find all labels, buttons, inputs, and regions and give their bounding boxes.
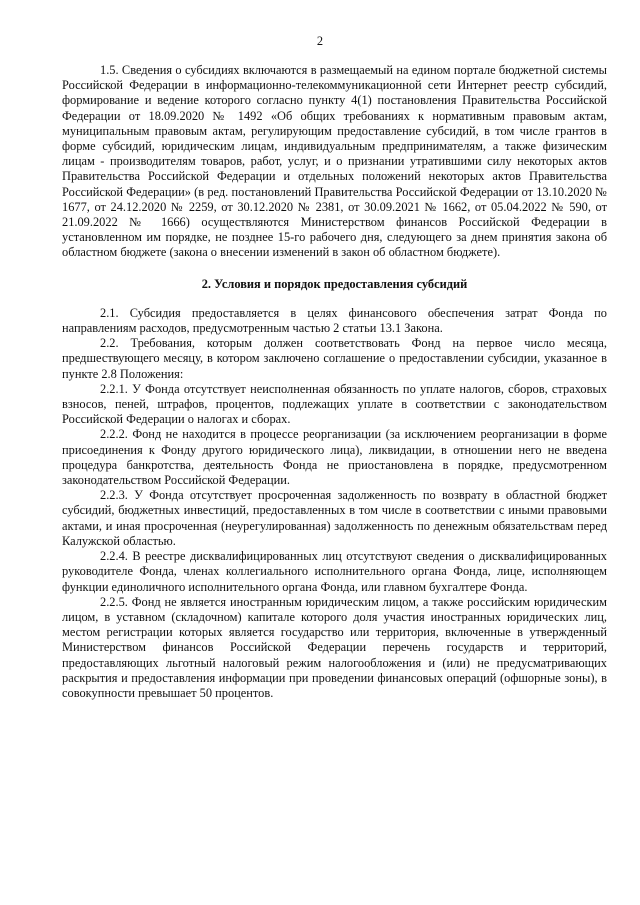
paragraph-2-2-5: 2.2.5. Фонд не является иностранным юридическим лицом, а также российским юридическим лицом, в уставном (складочном) капитале которого доля участия иностранных юридических лиц, местом регистрации которых является государство или территория, включенные в утвержденный Министерством финансов Российской Федерации перечень государств и территорий, предоставляющих льготный налоговый режим налогообложения и (или) не предусматривающих раскрытия и предоставления информации при проведении финансовых операций (офшорные зоны), в совокупности превышает 50 процентов.	[62, 594, 607, 700]
paragraph-2-1: 2.1. Субсидия предоставляется в целях финансового обеспечения затрат Фонда по направлениям расходов, предусмотренным частью 2 статьи 13.1 Закона.	[62, 305, 607, 336]
document-body	[62, 63, 607, 701]
paragraph-2-2: 2.2. Требования, которым должен соответствовать Фонд на первое число месяца, предшествующего месяцу, в котором заключено соглашение о предоставлении субсидии, указанное в пункте 2.8 Положения:	[62, 336, 607, 381]
page-number: 2	[316, 34, 324, 48]
paragraph-2-2-4: 2.2.4. В реестре дисквалифицированных лиц отсутствуют сведения о дисквалифицированных руководителе Фонда, членах коллегиального исполнительного органа Фонда, лице, исполняющем функции единоличного исполнительного органа Фонда, или главном бухгалтере Фонда.	[62, 549, 607, 594]
section-heading: 2. Условия и порядок предоставления субсидий	[201, 276, 468, 291]
paragraph-2-2-1: 2.2.1. У Фонда отсутствует неисполненная обязанность по уплате налогов, сборов, страховых взносов, пеней, штрафов, процентов, подлежащих уплате в соответствии с законодательством Российской Федерации о налогах и сборах.	[62, 381, 607, 427]
paragraph-2-2-3: 2.2.3. У Фонда отсутствует просроченная задолженность по возврату в областной бюджет субсидий, бюджетных инвестиций, предоставленных в том числе в соответствии с иными правовыми актами, и иная просроченная (неурегулированная) задолженность по денежным обязательствам перед Калужской областью.	[62, 488, 607, 548]
paragraph-2-2-2: 2.2.2. Фонд не находится в процессе реорганизации (за исключением реорганизации в форме присоединения к Фонду другого юридического лица), ликвидации, в отношении него не введена процедура банкротства, деятельность Фонда не приостановлена в порядке, предусмотренном законодательством Российской Федерации.	[62, 427, 607, 488]
paragraph-1-5: 1.5. Сведения о субсидиях включаются в размещаемый на едином портале бюджетной системы Российской Федерации в информационно-телекоммуникационной сети Интернет реестр субсидий, формирование и ведение которого согласно пункту 4(1) постановления Правительства Российской Федерации от 18.09.2020 № 1492 «Об общих требованиях к нормативным правовым актам, муниципальным правовым актам, регулирующим предоставление субсидий, в том числе грантов в форме субсидий, юридическим лицам, индивидуальным предпринимателям, а также физическим лицам - производителям товаров, работ, услуг, и о признании утратившими силу некоторых актов Правительства Российской Федерации и отдельных положений некоторых актов Правительства Российской Федерации» (в ред. постановлений Правительства Российской Федерации от 13.10.2020 № 1677, от 24.12.2020 № 2259, от 30.12.2020 № 2381, от 30.09.2021 № 1662, от 05.04.2022 № 590, от 21.09.2022 № 1666) осуществляются Министерством финансов Российской Федерации в установленном им порядке, не позднее 15-го рабочего дня, следующего за днем принятия закона об областном бюджете (закона о внесении изменений в закон об областном бюджете).	[62, 63, 607, 260]
